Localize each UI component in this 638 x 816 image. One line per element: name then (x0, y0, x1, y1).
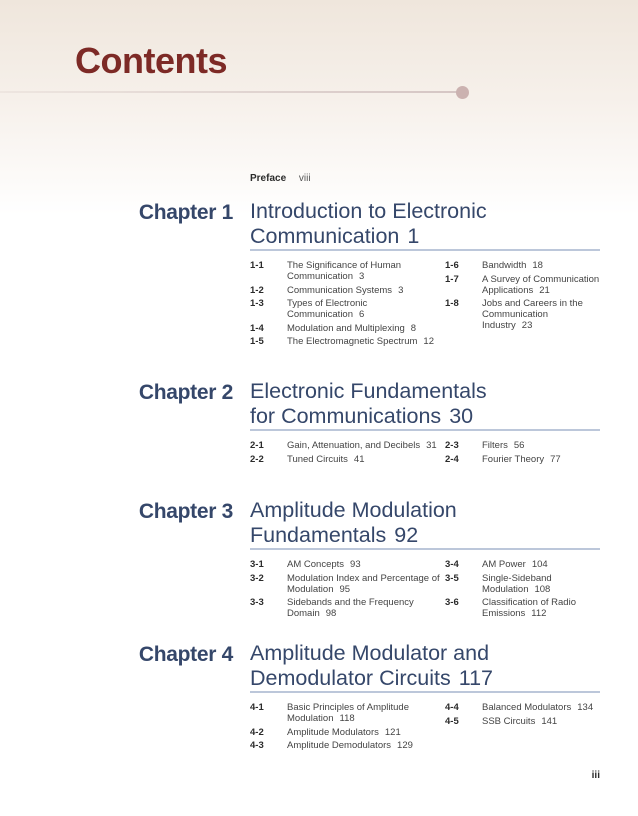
section-number: 1-1 (250, 260, 264, 271)
section-entry[interactable] (445, 702, 600, 713)
section-page: 41 (353, 453, 365, 465)
section-entry[interactable] (250, 559, 445, 570)
section-title (287, 323, 445, 334)
section-title-text: Amplitude Modulators (287, 726, 379, 738)
section-title-text: Tuned Circuits (287, 453, 348, 465)
section-number: 4-4 (445, 702, 459, 713)
page-number: iii (591, 770, 600, 781)
section-number: 1-5 (250, 336, 264, 347)
section-title (287, 740, 445, 751)
section-page: 31 (426, 440, 437, 451)
section-title (482, 559, 600, 570)
section-number: 4-2 (250, 726, 264, 738)
section-title (287, 727, 445, 738)
section-page: 129 (397, 740, 413, 751)
chapter-title-line: Amplitude Modulator and (250, 641, 490, 665)
section-title-text: AM Concepts (287, 559, 345, 570)
chapter-label: Chapter 4 (138, 643, 233, 666)
section-title-text: Sidebands and the Frequency Domain (287, 597, 414, 619)
section-title (287, 702, 445, 724)
section-title (287, 454, 445, 465)
chapter-label: Chapter 3 (138, 500, 233, 523)
section-title (287, 573, 445, 595)
section-title (482, 573, 600, 595)
section-column-left (250, 559, 445, 622)
section-number: 3-3 (250, 597, 264, 608)
section-page: 3 (359, 271, 365, 282)
section-title-text: Gain, Attenuation, and Decibels (287, 440, 421, 451)
section-number: 3-4 (445, 559, 459, 570)
section-title-text: Modulation Index and Percentage of Modulation (287, 572, 440, 595)
section-entry[interactable] (250, 727, 445, 738)
section-page: 93 (350, 559, 361, 570)
chapter-rule (250, 691, 600, 693)
section-page: 141 (541, 715, 558, 727)
section-entry[interactable] (250, 260, 445, 282)
section-number: 2-4 (445, 453, 459, 465)
section-title-text: Fourier Theory (482, 453, 545, 465)
section-title (287, 260, 445, 282)
section-page: 112 (531, 608, 547, 619)
section-number: 1-8 (445, 298, 459, 309)
section-entry[interactable] (250, 454, 445, 465)
section-title (482, 274, 600, 296)
preface-entry[interactable] (250, 173, 311, 184)
page-title: Contents (75, 40, 227, 81)
section-title-text: Basic Principles of Amplitude Modulation (287, 702, 409, 724)
section-title (287, 285, 445, 296)
section-number: 1-6 (445, 260, 459, 271)
section-entry[interactable] (445, 597, 600, 619)
section-entry[interactable] (445, 298, 600, 331)
section-column-left (250, 440, 445, 467)
section-entry[interactable] (445, 573, 600, 595)
chapter-title-line: Electronic Fundamentals (250, 379, 487, 403)
chapter-title-line: Introduction to Electronic (250, 199, 487, 223)
section-page: 134 (577, 702, 594, 713)
title-dot (456, 86, 469, 99)
preface-page: viii (298, 173, 311, 184)
section-column-right (445, 440, 600, 467)
section-entry[interactable] (445, 559, 600, 570)
section-title (287, 597, 445, 619)
section-entry[interactable] (250, 285, 445, 296)
section-page: 8 (410, 322, 417, 334)
chapter-title-line: Demodulator Circuits (250, 666, 451, 690)
section-title (287, 336, 445, 347)
chapter-page: 92 (394, 523, 419, 547)
section-number: 4-1 (250, 702, 264, 713)
section-page: 6 (359, 309, 365, 320)
section-entry[interactable] (250, 336, 445, 347)
chapter-page: 1 (407, 224, 420, 248)
section-entry[interactable] (250, 323, 445, 334)
section-page: 21 (539, 284, 550, 296)
section-entry[interactable] (250, 298, 445, 320)
section-number: 2-1 (250, 440, 264, 451)
section-number: 4-5 (445, 715, 459, 727)
section-title-text: Communication Systems (287, 284, 393, 296)
section-page: 108 (534, 583, 551, 595)
section-column-left (250, 260, 445, 350)
section-title (287, 298, 445, 320)
title-rule (0, 91, 458, 93)
header-band (0, 0, 638, 215)
chapter-title-line: Fundamentals (250, 523, 387, 547)
section-number: 1-7 (445, 273, 459, 285)
section-entry[interactable] (250, 702, 445, 724)
section-entry[interactable] (250, 740, 445, 751)
section-entry[interactable] (250, 440, 445, 451)
chapter-title-line: Amplitude Modulation (250, 498, 457, 522)
section-number: 1-4 (250, 322, 264, 334)
section-page: 12 (423, 336, 434, 347)
section-title-text: Modulation and Multiplexing (287, 322, 405, 334)
chapter-title[interactable] (250, 379, 610, 429)
chapter-page: 117 (458, 666, 494, 690)
section-entry[interactable] (445, 260, 600, 271)
section-column-right (445, 260, 600, 334)
section-number: 1-2 (250, 284, 264, 296)
chapter-label: Chapter 1 (138, 201, 233, 224)
chapter-title[interactable] (250, 498, 610, 548)
section-title (482, 260, 600, 271)
chapter-rule (250, 249, 600, 251)
section-number: 3-2 (250, 572, 264, 584)
section-number: 3-1 (250, 559, 264, 570)
chapter-page: 30 (449, 404, 474, 428)
chapter-title[interactable] (250, 199, 610, 249)
section-title-text: The Electromagnetic Spectrum (287, 336, 418, 347)
section-title (482, 716, 600, 727)
section-entry[interactable] (250, 597, 445, 619)
section-page: 18 (532, 260, 543, 271)
section-title (482, 702, 600, 713)
section-title-text: Single-Sideband Modulation (482, 572, 552, 595)
section-column-right (445, 702, 600, 729)
section-title-text: Types of Electronic Communication (287, 298, 368, 320)
chapter-title-line: for Communications (250, 404, 442, 428)
section-title (482, 440, 600, 451)
section-title-text: Amplitude Demodulators (287, 740, 392, 751)
section-title (287, 559, 445, 570)
chapter-rule (250, 548, 600, 550)
section-number: 1-3 (250, 298, 264, 309)
section-title-text: A Survey of Communication Applications (482, 273, 600, 296)
section-page: 77 (550, 453, 561, 465)
section-entry[interactable] (445, 440, 600, 451)
section-title (287, 440, 445, 451)
section-title-text: SSB Circuits (482, 715, 536, 727)
chapter-title-line: Communication (250, 224, 400, 248)
section-number: 4-3 (250, 740, 264, 751)
section-entry[interactable] (445, 274, 600, 296)
section-title (482, 298, 600, 331)
section-entry[interactable] (445, 454, 600, 465)
section-title-text: The Significance of Human Communication (287, 260, 402, 282)
chapter-rule (250, 429, 600, 431)
section-page: 98 (325, 608, 337, 619)
section-page: 95 (339, 583, 351, 595)
section-page: 118 (339, 713, 355, 724)
chapter-label: Chapter 2 (138, 381, 233, 404)
section-page: 23 (521, 320, 533, 331)
section-column-right (445, 559, 600, 622)
section-number: 3-6 (445, 597, 459, 608)
section-page: 56 (513, 440, 525, 451)
section-column-left (250, 702, 445, 754)
section-page: 121 (384, 726, 401, 738)
section-title-text: Jobs and Careers in the Communication Industry (482, 298, 583, 331)
section-title (482, 597, 600, 619)
section-title-text: Filters (482, 440, 508, 451)
chapter-title[interactable] (250, 641, 610, 691)
section-number: 3-5 (445, 572, 459, 584)
section-page: 3 (398, 284, 404, 296)
section-entry[interactable] (445, 716, 600, 727)
section-entry[interactable] (250, 573, 445, 595)
section-page: 104 (531, 559, 548, 570)
section-number: 2-2 (250, 453, 264, 465)
section-title (482, 454, 600, 465)
preface-label: Preface (250, 173, 287, 184)
section-title-text: Balanced Modulators (482, 702, 572, 713)
section-title-text: AM Power (482, 559, 526, 570)
section-title-text: Bandwidth (482, 260, 527, 271)
section-title-text: Classification of Radio Emissions (482, 597, 576, 619)
section-number: 2-3 (445, 440, 459, 451)
